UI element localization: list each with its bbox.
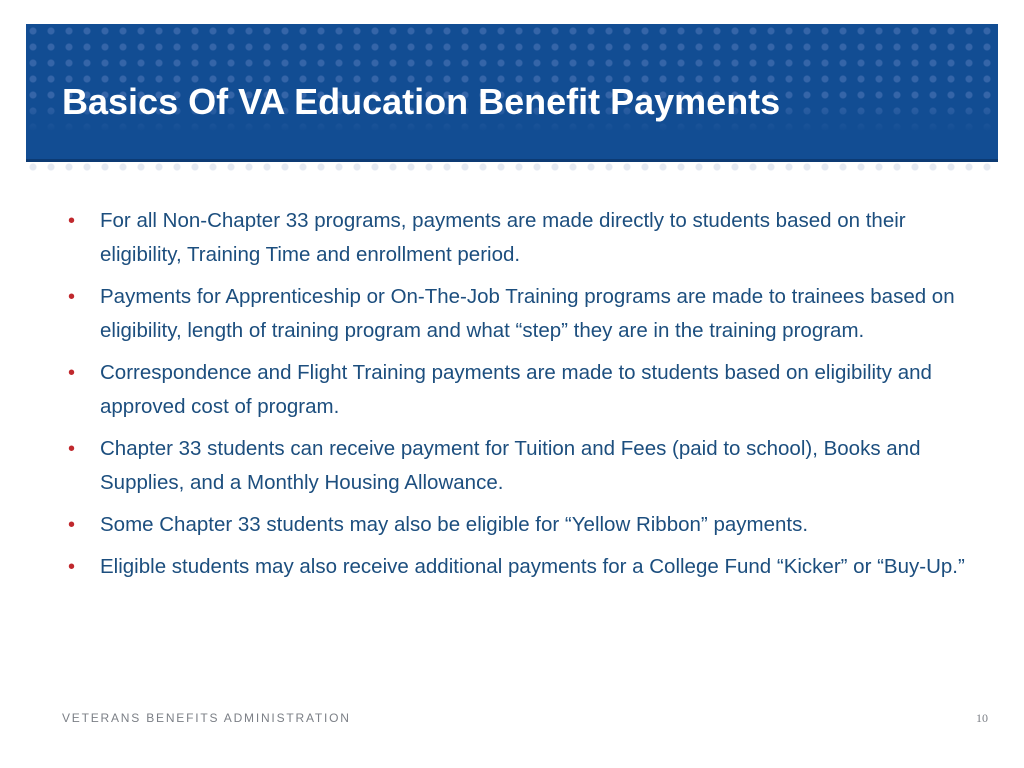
footer-organization: VETERANS BENEFITS ADMINISTRATION <box>62 711 351 725</box>
star-strip-decoration <box>26 162 998 176</box>
bullet-dot-icon: • <box>68 514 76 536</box>
bullet-text: Chapter 33 students can receive payment for Tuition and Fees (paid to school), Books and Supplies, and a Monthly Housing Allowance. <box>100 437 921 494</box>
bullet-item <box>68 356 968 424</box>
bullet-text: For all Non-Chapter 33 programs, payments are made directly to students based on their eligibility, Training Time and enrollment period. <box>100 209 906 266</box>
bullet-item <box>68 550 968 584</box>
bullet-text: Correspondence and Flight Training payments are made to students based on eligibility and approved cost of program. <box>100 361 932 418</box>
bullet-text: Eligible students may also receive additional payments for a College Fund “Kicker” or “Buy-Up.” <box>100 555 965 578</box>
bullet-dot-icon: • <box>68 286 76 308</box>
bullet-dot-icon: • <box>68 556 76 578</box>
bullet-dot-icon: • <box>68 438 76 460</box>
bullet-item <box>68 432 968 500</box>
bullet-text: Payments for Apprenticeship or On-The-Job Training programs are made to trainees based on eligibility, length of training program and what “step” they are in the training program. <box>100 285 955 342</box>
bullet-text: Some Chapter 33 students may also be eligible for “Yellow Ribbon” payments. <box>100 513 809 536</box>
bullet-item <box>68 280 968 348</box>
slide-title: Basics Of VA Education Benefit Payments <box>62 81 781 122</box>
bullet-item <box>68 204 968 272</box>
bullet-list <box>68 204 968 592</box>
bullet-item <box>68 508 968 542</box>
bullet-dot-icon: • <box>68 210 76 232</box>
bullet-dot-icon: • <box>68 362 76 384</box>
page-number: 10 <box>976 711 988 725</box>
